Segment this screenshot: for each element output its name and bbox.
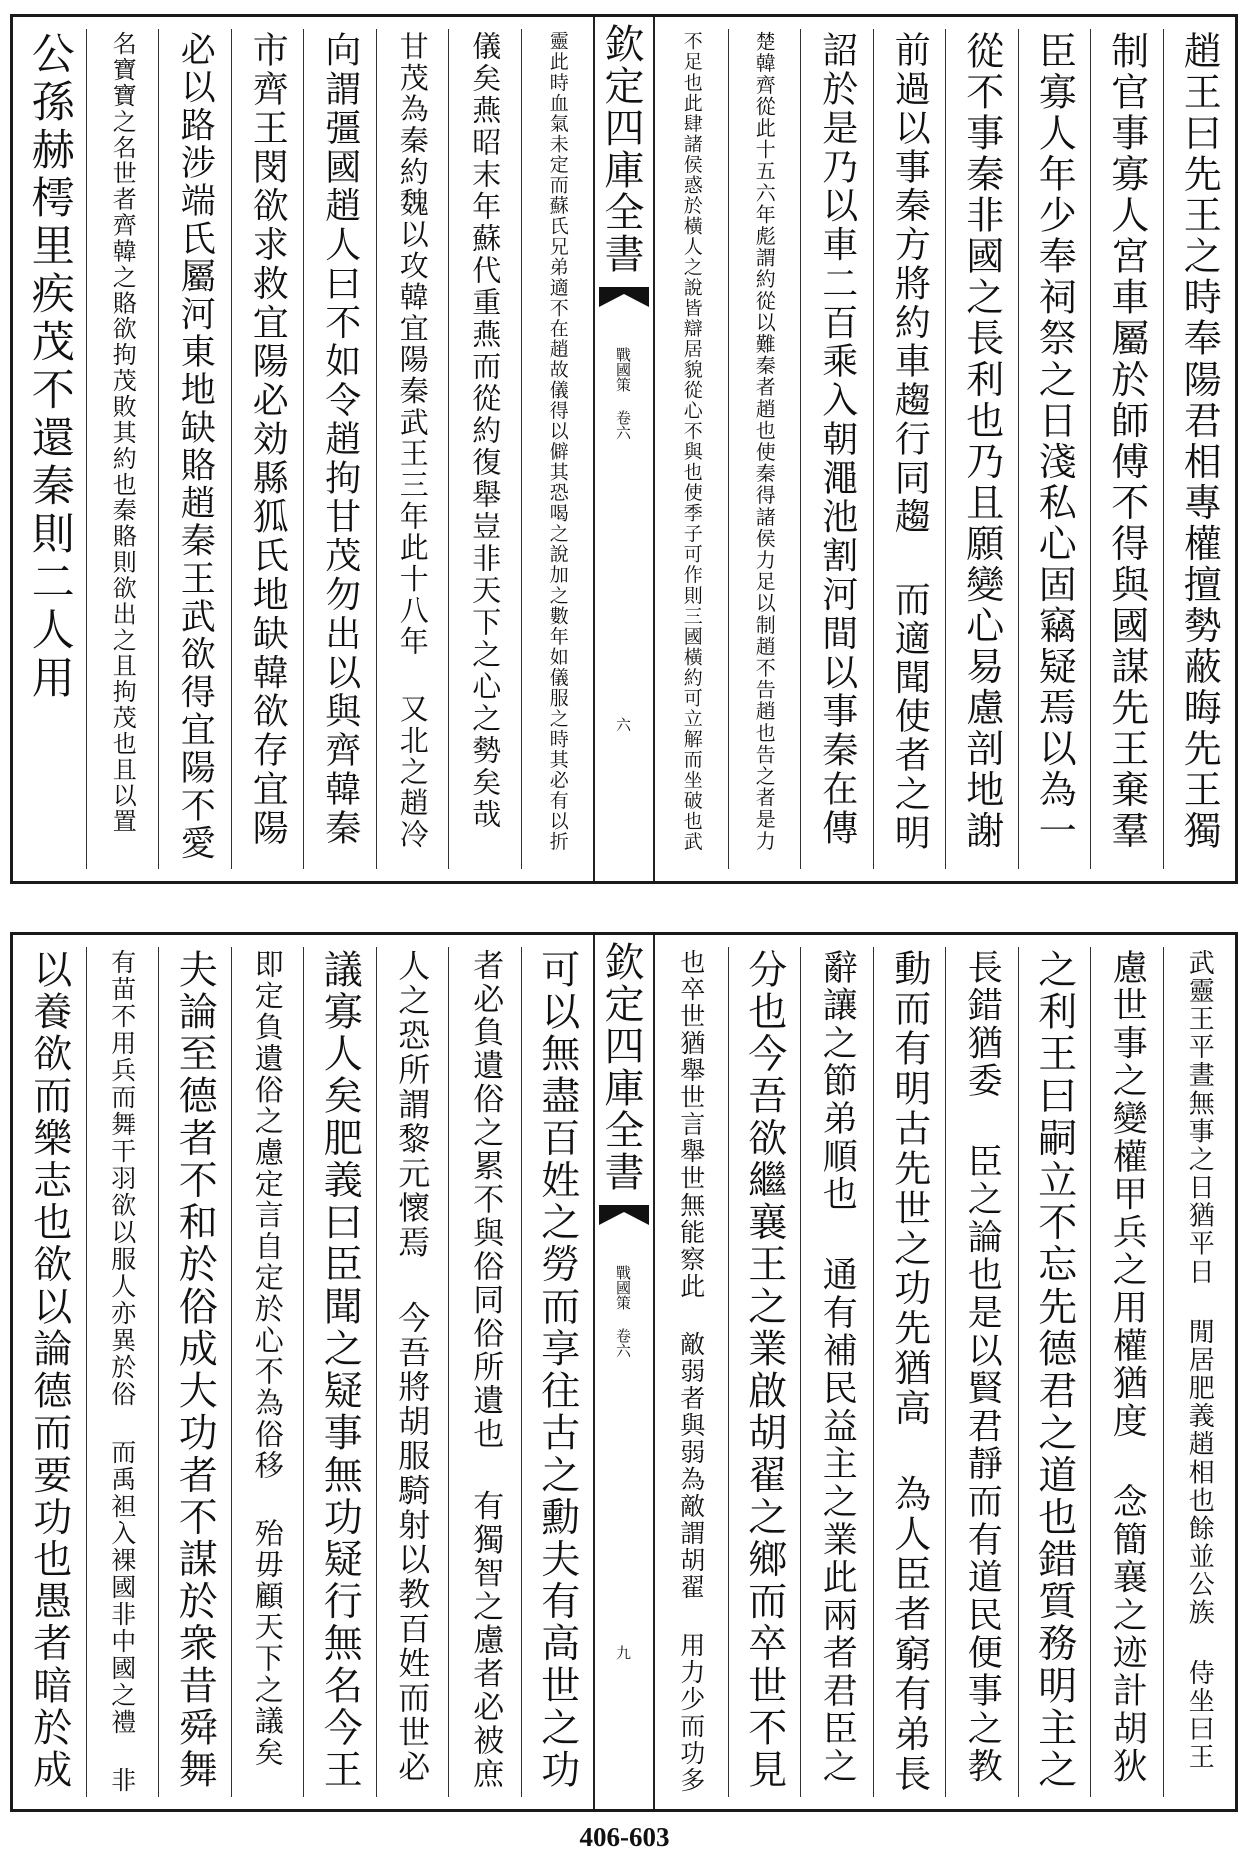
column-text: 必以路涉端氏屬河東地缺賂趙秦王武欲得宜陽不愛	[175, 31, 216, 863]
page-number: 九	[614, 1645, 632, 1660]
text-column	[86, 947, 159, 1797]
text-column	[158, 29, 231, 869]
text-column	[945, 947, 1018, 1797]
text-column	[376, 29, 449, 869]
text-column	[800, 29, 873, 869]
column-text: 分也今吾欲繼襄王之業啟胡翟之鄉而卒世不見	[741, 949, 787, 1792]
column-text: 詔於是乃以車二百乘入朝澠池割河間以事秦在傳	[816, 31, 858, 848]
column-text: 長錯猶委 臣之論也是以賢君靜而有道民便事之教	[962, 949, 1003, 1786]
column-text: 者必負遺俗之累不與俗同俗所遺也 有獨智之慮者必被庶	[467, 949, 504, 1791]
column-text: 可以無盡百姓之勞而享往古之勳夫有高世之功	[534, 949, 580, 1792]
column-text: 臣寡人年少奉祠祭之日淺私心固竊疑焉以為一	[1032, 31, 1077, 852]
text-column	[303, 29, 376, 869]
column-text: 制官事寡人宮車屬於師傅不得與國謀先王棄羣	[1104, 31, 1149, 852]
center-column	[593, 935, 655, 1809]
column-text: 動而有明古先世之功先猶高 為人臣者窮有弟長	[887, 949, 931, 1795]
text-column	[1090, 29, 1163, 869]
fish-tail-ornament	[599, 1205, 649, 1225]
column-text: 夫論至德者不和於俗成大功者不謀於衆昔舜舞	[172, 949, 218, 1792]
text-column	[655, 29, 728, 869]
volume-label: 戰國策 卷六	[614, 1265, 632, 1358]
column-text: 武靈王平晝無事之日猶平日 閒居肥義趙相也餘並公族 侍坐曰王	[1184, 949, 1215, 1772]
column-text: 以養欲而樂志也欲以論德而要功也愚者暗於成	[26, 949, 72, 1792]
text-column	[303, 947, 376, 1797]
column-text: 楚韓齊從此十五六年彪謂約從以難秦者趙也使秦得諸侯力足以制趙不告趙也告之者是力	[752, 31, 777, 852]
book-title: 欽定四庫全書	[598, 23, 644, 275]
book-title: 欽定四庫全書	[598, 941, 644, 1193]
text-column	[86, 29, 159, 869]
text-column	[945, 29, 1018, 869]
column-text: 慮世事之變權甲兵之用權猶度 念簡襄之迹計胡狄	[1107, 949, 1148, 1786]
text-column	[231, 29, 304, 869]
text-column	[1018, 947, 1091, 1797]
text-column	[873, 29, 946, 869]
column-text: 從不事秦非國之長利也乃且願變心易慮剖地謝	[959, 31, 1004, 852]
column-text: 趙王曰先王之時奉陽君相專權擅勢蔽晦先王獨	[1177, 31, 1222, 852]
fish-tail-ornament	[599, 287, 649, 307]
text-column	[521, 947, 594, 1797]
bottom-page	[10, 932, 1238, 1812]
text-column	[873, 947, 946, 1797]
top-page	[10, 14, 1238, 884]
column-text: 即定負遺俗之慮定言自定於心不為俗移 殆毋顧天下之議矣	[250, 949, 285, 1769]
text-column	[1163, 947, 1236, 1797]
column-text: 之利王曰嗣立不忘先德君之道也錯質務明主之	[1031, 949, 1077, 1792]
text-column	[1018, 29, 1091, 869]
column-text: 儀矣燕昭末年蘇代重燕而從約復舉豈非天下之心之勢矣哉	[468, 31, 503, 831]
text-column	[521, 29, 594, 869]
text-column	[448, 29, 521, 869]
text-column	[728, 29, 801, 869]
center-column	[593, 17, 655, 881]
column-text: 市齊王閔欲求救宜陽必効縣狐氏地缺韓欲存宜陽	[247, 31, 289, 848]
column-text: 有苗不用兵而舞干羽欲以服人亦異於俗 而禹袒入裸國非中國之禮 非	[107, 949, 137, 1794]
text-column	[1163, 29, 1236, 869]
text-column	[655, 947, 728, 1797]
column-text: 甘茂為秦約魏以攻韓宜陽秦武王三年此十八年 又北之趙冷	[395, 31, 430, 851]
column-text: 也卒世猶舉世言舉世無能察此 敵弱者與弱為敵謂胡翟 用力少而功多	[676, 949, 706, 1794]
column-text: 名寶寶之名世者齊韓之賂欲拘茂敗其約也秦賂則欲出之且拘茂也且以置	[108, 31, 137, 835]
column-text: 靈此時血氣未定而蘇氏兄弟適不在趙故儀得以僻其恐喝之說加之數年如儀服之時其必有以折	[546, 31, 569, 852]
page-number: 六	[614, 717, 632, 732]
column-text: 人之恐所謂黎元懷焉 今吾將胡服騎射以教百姓而世必	[393, 949, 432, 1785]
column-text: 公孫赫樗里疾茂不還秦則二人用	[24, 31, 75, 703]
text-column	[728, 947, 801, 1797]
text-column	[1090, 947, 1163, 1797]
text-column	[13, 947, 86, 1797]
text-column	[231, 947, 304, 1797]
volume-label: 戰國策 卷六	[614, 347, 632, 440]
text-column	[800, 947, 873, 1797]
text-column	[376, 947, 449, 1797]
column-text: 前過以事秦方將約車趨行同趨 而適聞使者之明	[889, 31, 931, 853]
text-column	[13, 29, 86, 869]
text-column	[158, 947, 231, 1797]
page-code: 406-603	[579, 1822, 670, 1852]
column-text: 不足也此肆諸侯惑於橫人之說皆辯居貌從心不與也使季子可作則三國橫約可立解而坐破也武	[680, 31, 703, 852]
column-text: 向謂彊國趙人曰不如令趙拘甘茂勿出以與齊韓秦	[319, 31, 361, 848]
column-text: 議寡人矣肥義曰臣聞之疑事無功疑行無名今王	[317, 949, 363, 1792]
text-column	[448, 947, 521, 1797]
column-text: 辭讓之節弟順也 通有補民益主之業此兩者君臣之	[817, 949, 858, 1786]
